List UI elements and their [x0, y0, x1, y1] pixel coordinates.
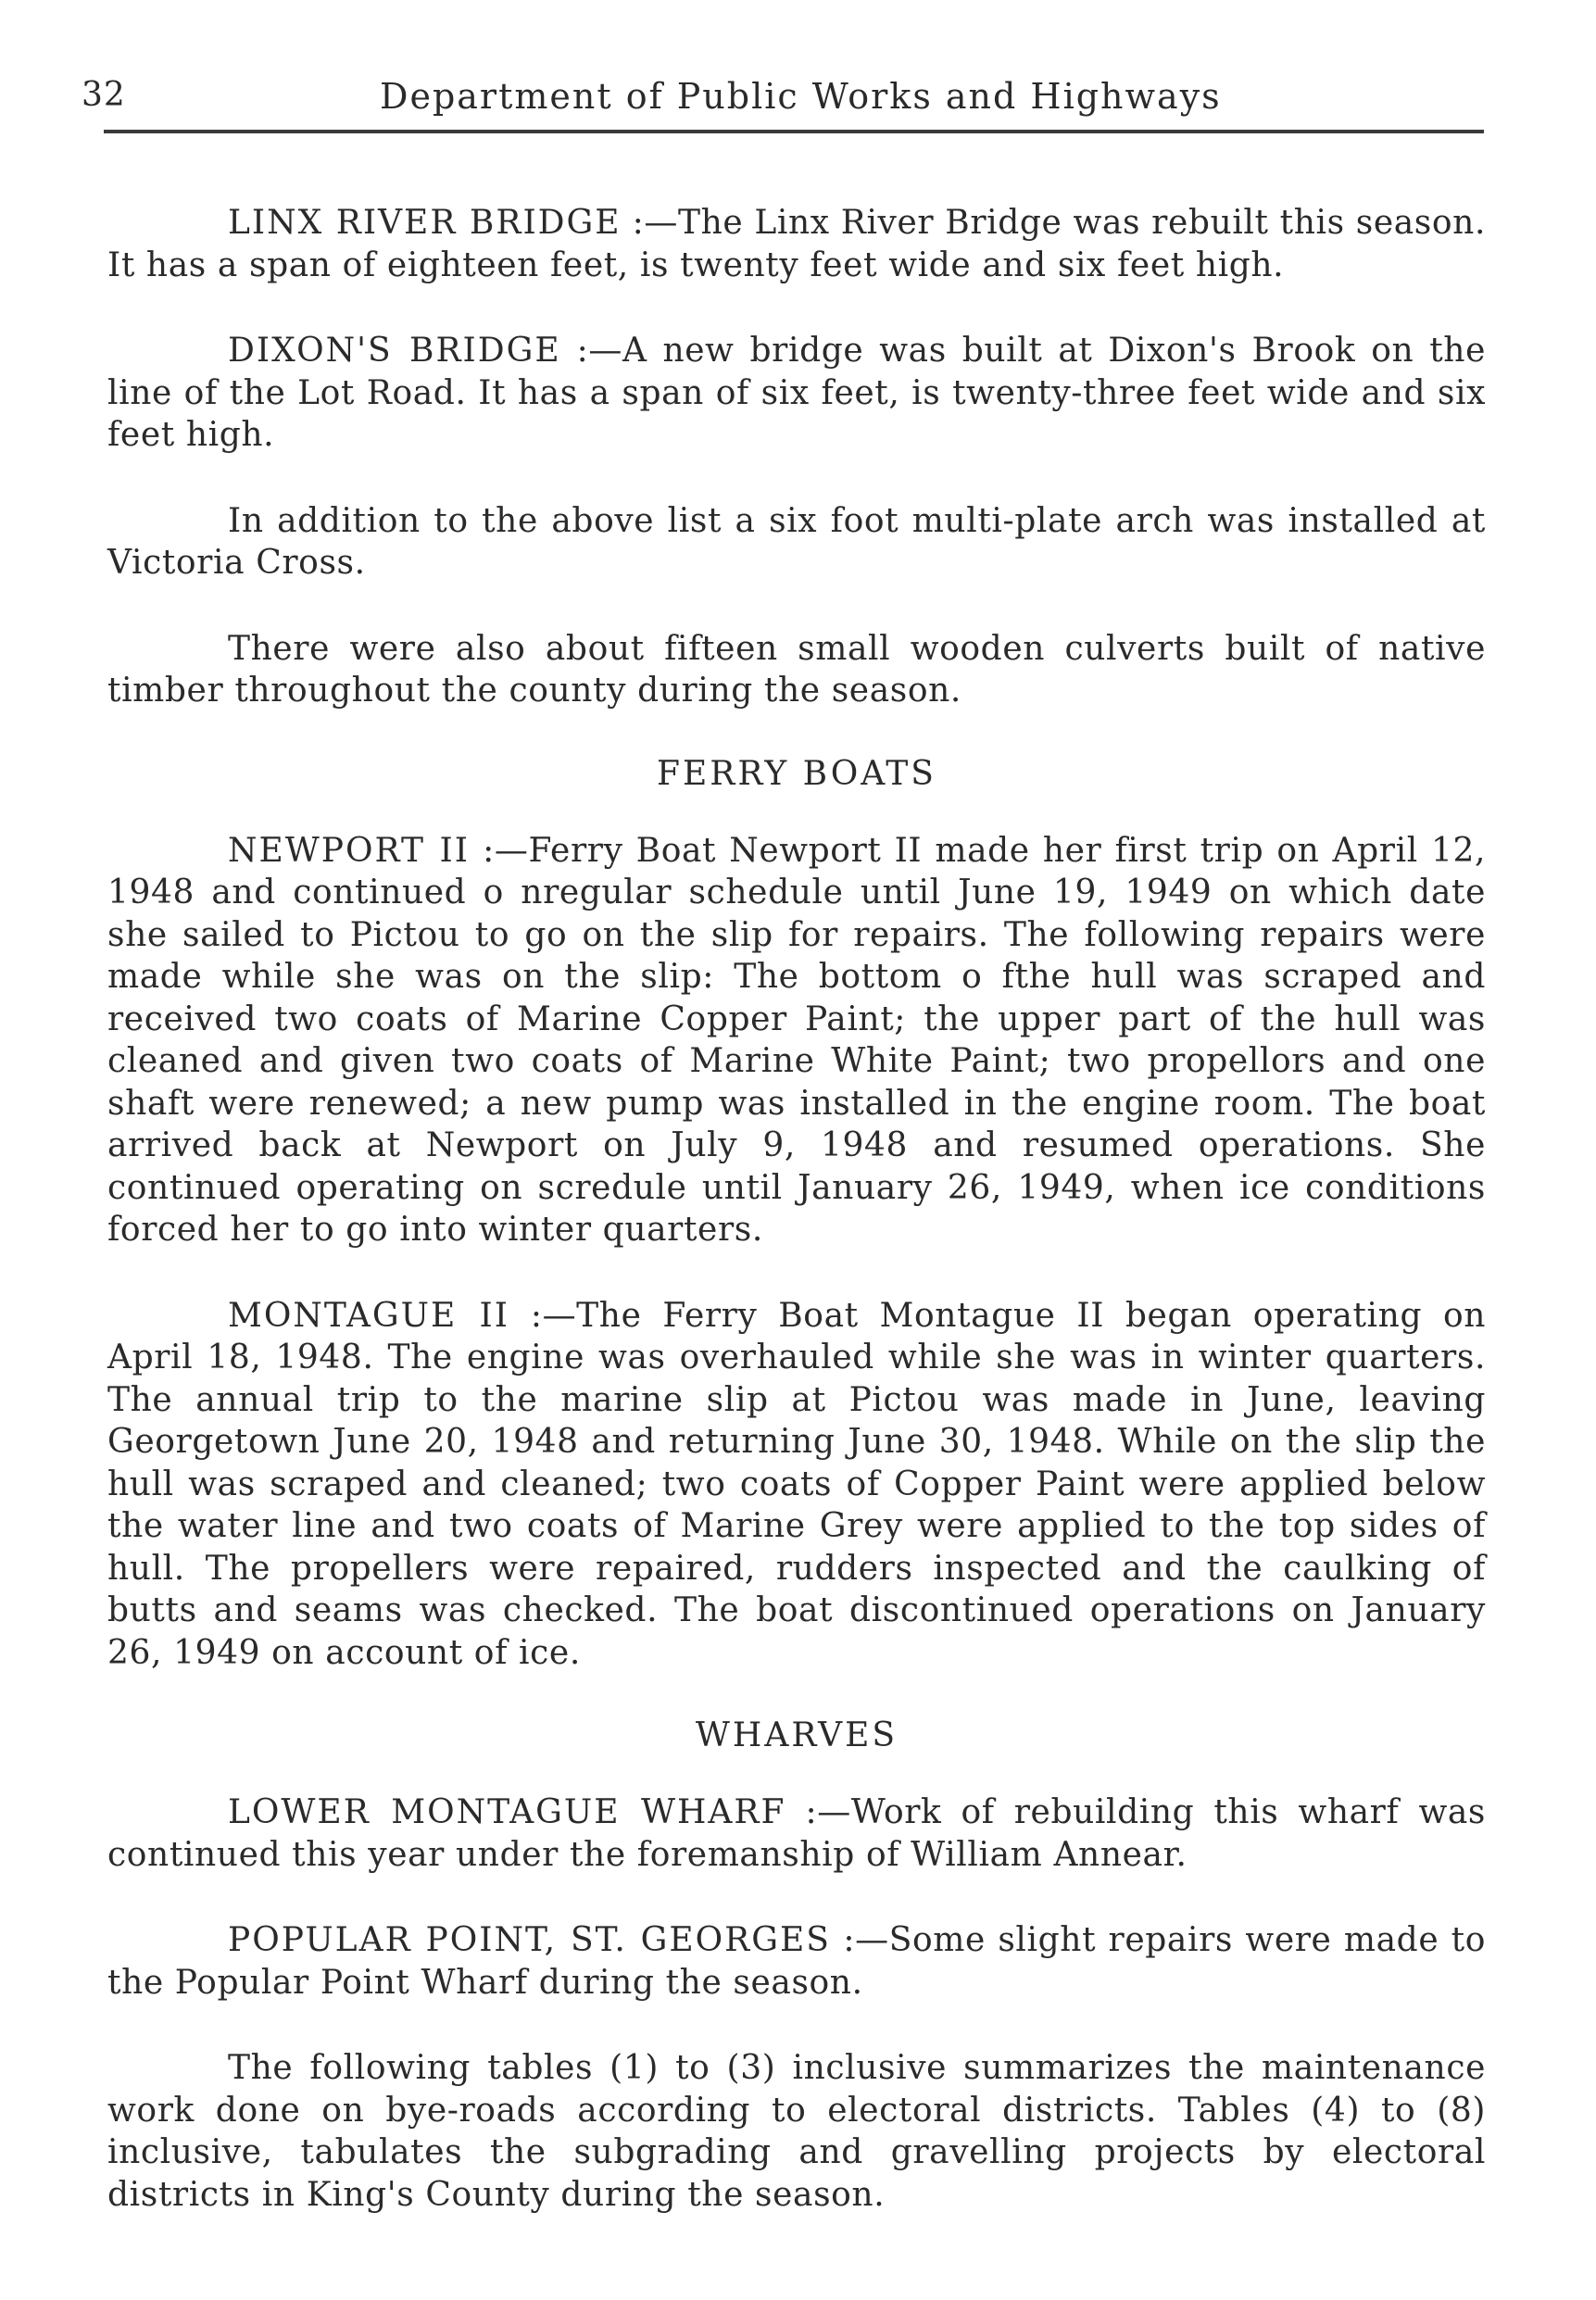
paragraph-multi-plate-arch [107, 500, 1486, 584]
paragraph-lower-montague-wharf [107, 1791, 1486, 1876]
paragraph-text: :—A new bridge was built at Dixon's Brook on the line of the Lot Road. It has a span of six feet, is twenty-three feet wide and six feet high. [107, 332, 1486, 454]
paragraph-text: :—The Linx River Bridge was rebuilt this season. It has a span of eighteen feet, is twenty feet wide and six feet high. [107, 204, 1486, 284]
section-heading-ferry-boats: FERRY BOATS [657, 754, 936, 793]
paragraph-lead: POPULAR POINT, ST. GEORGES [228, 1921, 831, 1959]
header-rule [104, 130, 1484, 133]
paragraph-text: In addition to the above list a six foot multi-plate arch was installed at Victoria Cross. [107, 501, 1486, 582]
paragraph-text: :—Work of rebuilding this wharf was continued this year under the foremanship of William Annear. [107, 1793, 1486, 1874]
page-number: 32 [82, 76, 126, 114]
paragraph-wooden-culverts [107, 628, 1486, 712]
paragraph-linx-river-bridge [107, 202, 1486, 286]
paragraph-lead: LINX RIVER BRIDGE [228, 204, 622, 242]
running-head-title: Department of Public Works and Highways [380, 76, 1222, 117]
paragraph-text: There were also about fifteen small wooden culverts built of native timber throughout the county during the season. [107, 629, 1486, 710]
paragraph-newport-ii [107, 830, 1486, 1251]
section-heading-wharves: WHARVES [695, 1716, 899, 1754]
paragraph-lead: NEWPORT II [228, 831, 470, 870]
body-text [107, 202, 1486, 2259]
paragraph-text: :—Ferry Boat Newport II made her first trip on April 12, 1948 and continued o nregular schedule until June 19, 1949 on which date she sailed to Pictou to go on the slip for repairs. The following repairs were made while she was on the slip: The bottom o fthe hull was scraped and received two coats of Marine Copper Paint; the upper part of the hull was cleaned and given two coats of Marine White Paint; two propellors and one shaft were renewed; a new pump was installed in the engine room. The boat arrived back at Newport on July 9, 1948 and resumed operations. She continued operating on scredule until January 26, 1949, when ice conditions forced her to go into winter quarters. [107, 831, 1486, 1249]
paragraph-lead: MONTAGUE II [228, 1296, 509, 1335]
paragraph-popular-point [107, 1919, 1486, 2004]
paragraph-tables-summary [107, 2047, 1486, 2216]
running-head [82, 76, 1489, 122]
paragraph-montague-ii [107, 1295, 1486, 1675]
paragraph-text: :—The Ferry Boat Montague II began operating on April 18, 1948. The engine was overhauled while she was in winter quarters. The annual trip to the marine slip at Pictou was made in June, leaving Georgetown June 20, 1948 and returning June 30, 1948. While on the slip the hull was scraped and cleaned; two coats of Copper Paint were applied below the water line and two coats of Marine Grey were applied to the top sides of hull. The propellers were repaired, rudders inspected and the caulking of butts and seams was checked. The boat discontinued operations on January 26, 1949 on account of ice. [107, 1296, 1487, 1672]
paragraph-dixons-bridge [107, 330, 1486, 457]
paragraph-lead: DIXON'S BRIDGE [228, 332, 561, 370]
paragraph-text: :—Some slight repairs were made to the Popular Point Wharf during the season. [107, 1921, 1486, 2002]
paragraph-lead: LOWER MONTAGUE WHARF [228, 1793, 786, 1831]
paragraph-text: The following tables (1) to (3) inclusive summarizes the maintenance work done on bye-roads according to electoral districts. Tables (4) to (8) inclusive, tabulates the subgrading and gravelling projects by electoral districts in King's County during the season. [107, 2049, 1486, 2214]
